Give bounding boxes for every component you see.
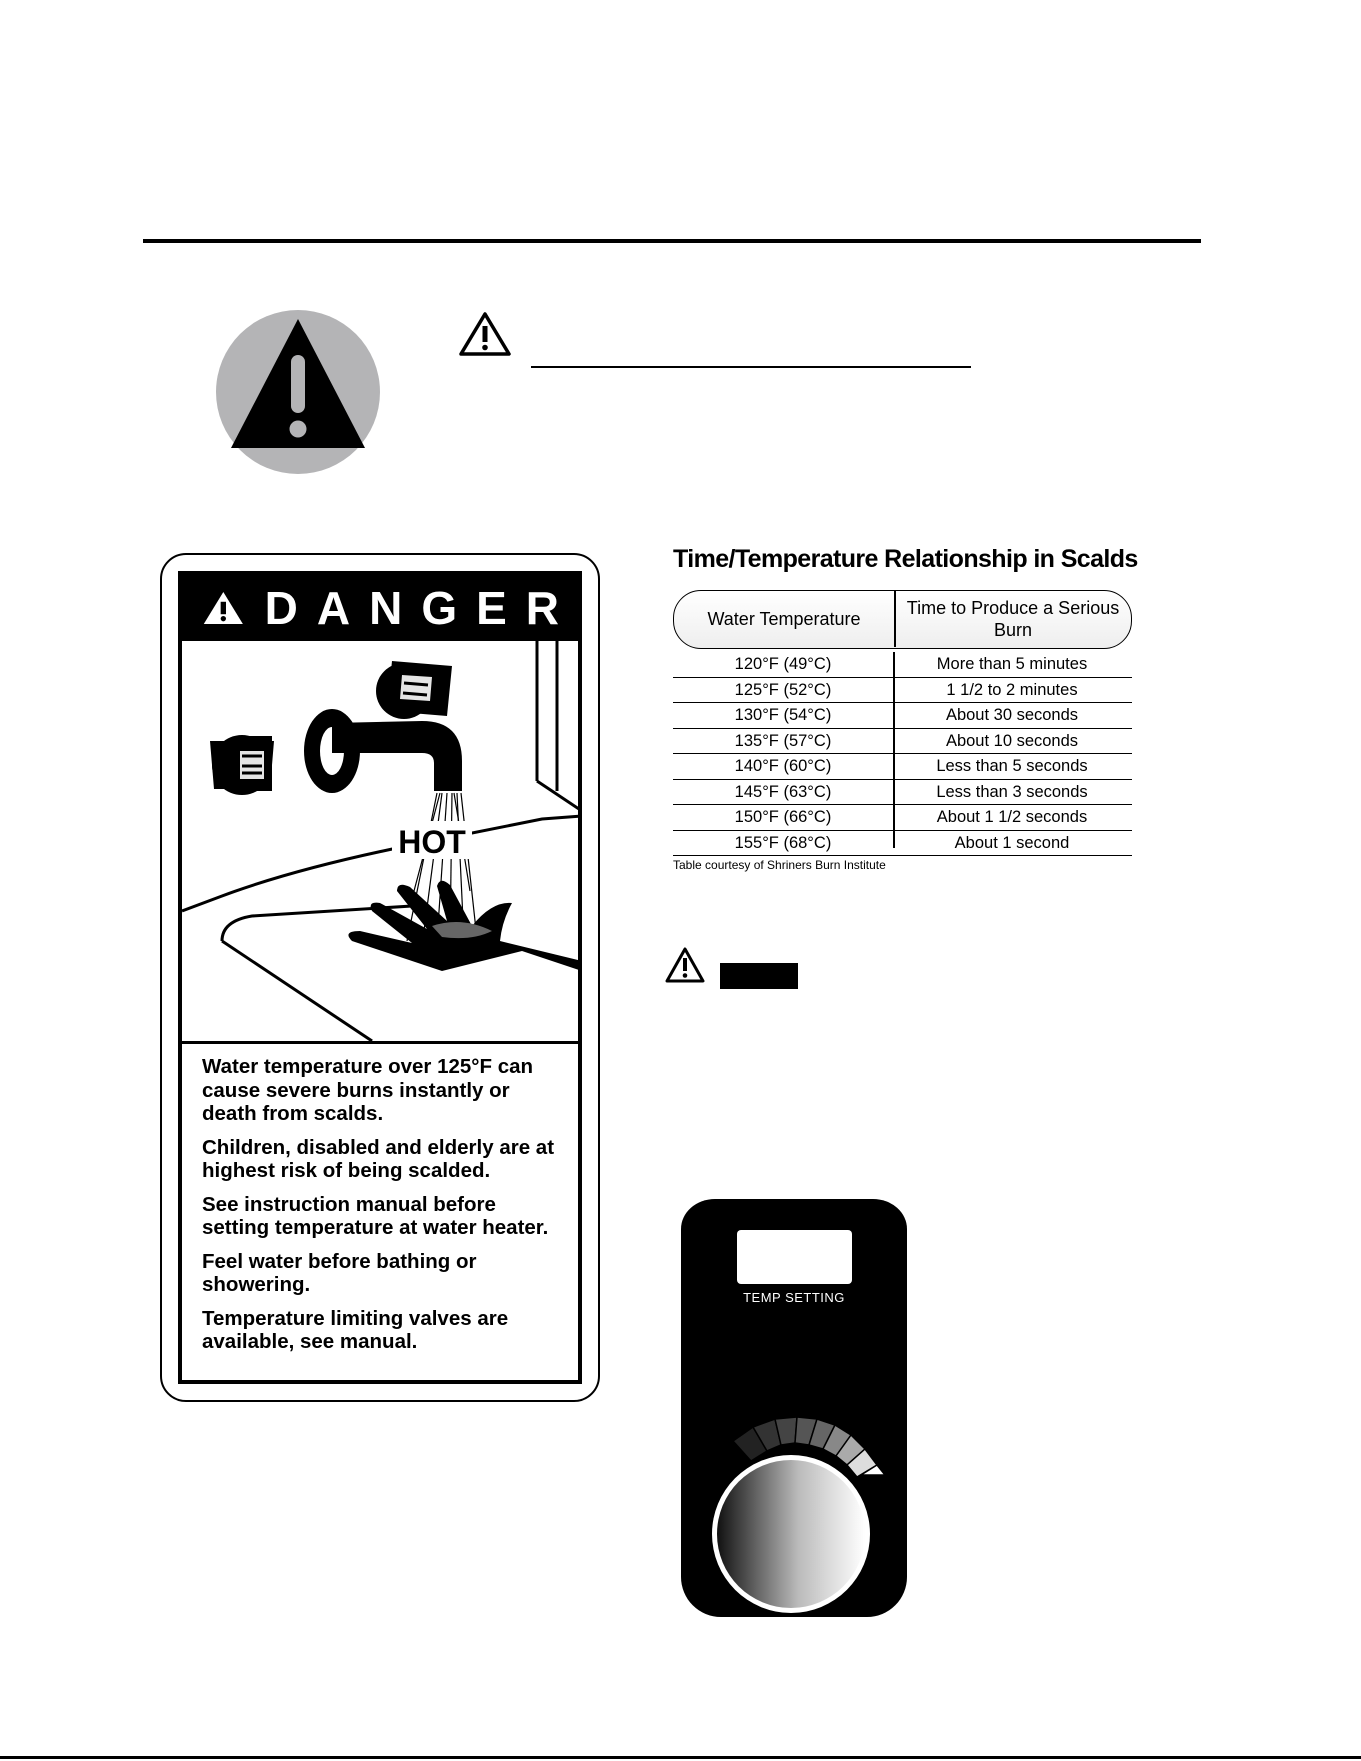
danger-paragraph: Children, disabled and elderly are at highest risk of being scalded. bbox=[202, 1135, 555, 1182]
table-cell: 125°F (52°C) bbox=[734, 680, 832, 699]
warning-triangle-icon bbox=[664, 946, 706, 984]
table-cell: 150°F (66°C) bbox=[734, 808, 832, 826]
exclamation-circle-icon bbox=[214, 308, 382, 476]
temp-dial-graphic bbox=[681, 1199, 907, 1617]
table-cell: About 1 second bbox=[954, 833, 1070, 852]
top-rule bbox=[143, 239, 1201, 243]
table-cell: Less than 5 seconds bbox=[936, 757, 1088, 775]
table-body bbox=[673, 652, 1132, 856]
faucet-handle-left bbox=[210, 735, 274, 795]
column-header-temperature: Water Temperature bbox=[707, 609, 861, 629]
table-cell: Less than 3 seconds bbox=[936, 782, 1088, 801]
faucet-burn-illustration bbox=[182, 641, 582, 1041]
table-row bbox=[673, 652, 1132, 678]
table-cell: 145°F (63°C) bbox=[734, 782, 832, 801]
table-title: Time/Temperature Relationship in Scalds bbox=[673, 545, 1138, 573]
danger-divider bbox=[182, 1041, 578, 1044]
table-cell: 130°F (54°C) bbox=[734, 706, 832, 724]
table-cell: 1 1/2 to 2 minutes bbox=[946, 680, 1078, 699]
danger-paragraph: See instruction manual before setting temperature at water heater. bbox=[202, 1192, 549, 1239]
thermostat-panel bbox=[681, 1199, 907, 1617]
table-row bbox=[673, 729, 1132, 755]
bottom-rule bbox=[0, 1756, 1361, 1759]
table-cell: 155°F (68°C) bbox=[734, 833, 832, 852]
table-row bbox=[673, 780, 1132, 806]
table-header bbox=[673, 590, 1132, 649]
temp-setting-label: TEMP SETTING bbox=[743, 1290, 845, 1305]
danger-heading: DANGER bbox=[264, 582, 578, 634]
burn-label: BURN bbox=[447, 986, 517, 1013]
table-cell: About 1 1/2 seconds bbox=[936, 808, 1088, 826]
danger-label-frame bbox=[178, 571, 582, 1384]
danger-text bbox=[202, 1055, 568, 1364]
danger-paragraph: Feel water before bathing or showering. bbox=[202, 1249, 477, 1296]
redacted-tag bbox=[720, 963, 798, 989]
table-row bbox=[673, 805, 1132, 831]
table-cell: More than 5 minutes bbox=[936, 655, 1088, 673]
table-cell: 135°F (57°C) bbox=[734, 731, 832, 750]
table-credit: Table courtesy of Shriners Burn Institute bbox=[673, 858, 886, 872]
warning-triangle-icon bbox=[458, 311, 512, 357]
danger-label bbox=[160, 553, 600, 1402]
table-cell: About 10 seconds bbox=[945, 731, 1079, 750]
faucet-handle-right bbox=[376, 661, 452, 719]
hot-label: HOT bbox=[398, 824, 466, 860]
table-cell: 140°F (60°C) bbox=[734, 757, 832, 775]
danger-paragraph: Water temperature over 125°F can cause severe burns instantly or death from scalds. bbox=[202, 1055, 534, 1125]
table-row bbox=[673, 703, 1132, 729]
table-row bbox=[673, 831, 1132, 857]
danger-header bbox=[182, 575, 578, 641]
table-row bbox=[673, 678, 1132, 704]
table-cell: 120°F (49°C) bbox=[734, 655, 832, 673]
danger-paragraph: Temperature limiting valves are available, see manual. bbox=[202, 1306, 509, 1353]
warning-triangle-icon bbox=[202, 588, 245, 628]
table-cell: About 30 seconds bbox=[945, 706, 1079, 724]
warning-title-underline bbox=[531, 366, 971, 368]
column-header-time: Time to Produce a Serious Burn bbox=[906, 598, 1120, 640]
table-row bbox=[673, 754, 1132, 780]
